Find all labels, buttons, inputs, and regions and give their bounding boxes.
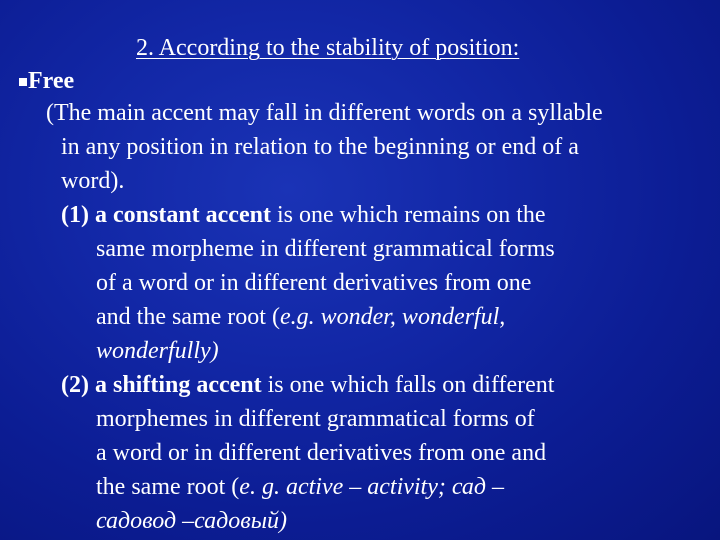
shifting-accent-line-4 [96, 473, 504, 501]
shifting-accent-definition: is one which falls on different [261, 372, 555, 398]
square-bullet-icon [19, 78, 27, 86]
constant-accent-term: (1) a constant accent [61, 202, 271, 228]
constant-accent-definition: is one which remains on the [270, 202, 546, 228]
constant-accent-line-4-text: and the same root ( [96, 304, 280, 330]
intro-line-3: word). [61, 168, 125, 194]
shifting-accent-line-4-text: the same root ( [96, 474, 240, 500]
shifting-accent-line-5: садовод –садовый) [96, 508, 287, 534]
bullet-free [19, 67, 74, 95]
constant-accent-line-1 [61, 201, 546, 229]
shifting-accent-line-1 [61, 371, 554, 399]
shifting-accent-term: (2) a shifting accent [61, 372, 262, 398]
bullet-label: Free [28, 68, 75, 94]
shifting-accent-example: e. g. active – activity; сад – [239, 474, 505, 500]
intro-line-1: (The main accent may fall in different words on a syllable [46, 100, 603, 126]
title-text: According to the stability of position: [154, 35, 520, 61]
constant-accent-line-2: same morpheme in different grammatical forms [96, 236, 555, 262]
constant-accent-line-4 [96, 303, 505, 331]
shifting-accent-line-3: a word or in different derivatives from one and [96, 440, 547, 466]
intro-line-2: in any position in relation to the beginning or end of a [61, 134, 579, 160]
constant-accent-example: e.g. wonder, wonderful, [279, 304, 506, 330]
shifting-accent-line-2: morphemes in different grammatical forms of [96, 406, 535, 432]
constant-accent-line-5: wonderfully) [96, 338, 219, 364]
title-number: 2. [136, 35, 154, 61]
constant-accent-line-3: of a word or in different derivatives from one [96, 270, 532, 296]
slide-title [136, 34, 519, 62]
